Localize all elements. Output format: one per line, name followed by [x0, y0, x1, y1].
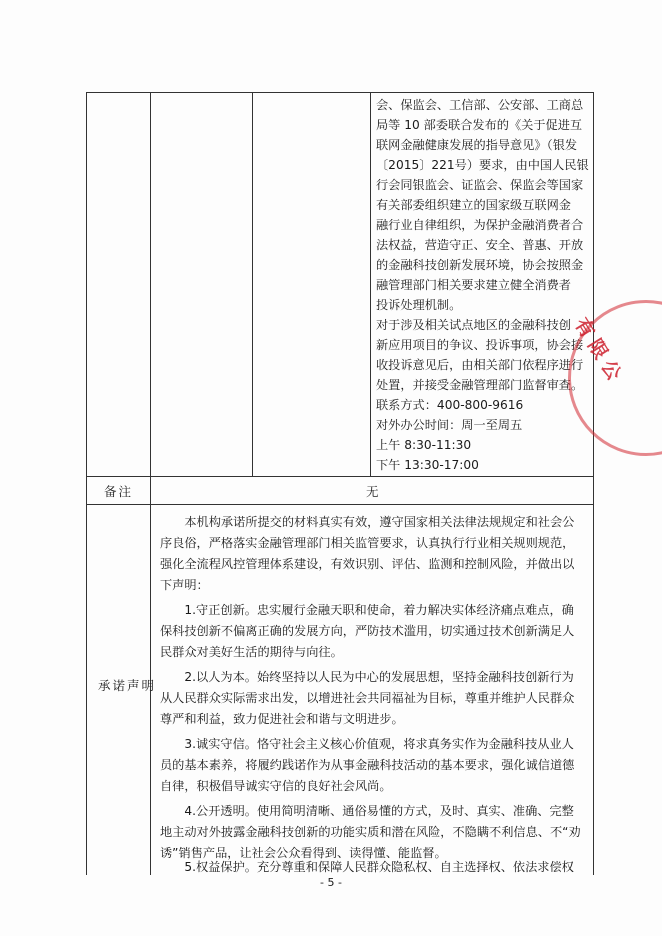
contact-line: 处置，并接受金融管理部门监督审查。 — [376, 378, 584, 392]
remarks-value: 无 — [366, 484, 381, 499]
contact-line: 投诉处理机制。 — [376, 298, 462, 312]
contact-line: 新应用项目的争议、投诉事项，协会接 — [376, 338, 584, 352]
table-row-divider-2 — [86, 504, 594, 505]
contact-line: 有关部委组织建立的国家级互联网金 — [376, 198, 571, 212]
contact-phone: 联系方式：400-800-9616 — [376, 398, 524, 412]
commitment-line: 诱”销售产品，让社会公众看得到、读得懂、能监督。 — [160, 846, 447, 860]
commitment-line: 序良俗，严格落实金融管理部门相关监管要求，认真执行行业相关规则规范， — [160, 536, 575, 550]
contact-line: 的金融科技创新发展环境，协会按照金 — [376, 258, 584, 272]
table-divider-2 — [252, 92, 253, 476]
commitment-label: 承诺声明 — [98, 678, 157, 693]
commitment-line: 员的基本素养，将履约践诺作为从事金融科技活动的基本要求，强化诚信道德 — [160, 758, 575, 772]
commitment-line: 自律，积极倡导诚实守信的良好社会风尚。 — [160, 779, 392, 793]
commitment-line: 2.以人为本。始终坚持以人民为中心的发展思想，坚持金融科技创新行为 — [160, 670, 574, 684]
table-border-left — [86, 92, 87, 875]
office-hours-afternoon: 下午 13:30-17:00 — [376, 458, 479, 472]
commitment-line: 1.守正创新。忠实履行金融天职和使命，着力解决实体经济痛点难点，确 — [160, 603, 574, 617]
table-border-right — [593, 92, 594, 875]
table-divider-3 — [370, 92, 371, 476]
table-row-divider-1 — [86, 476, 594, 477]
page-number: - 5 - — [320, 876, 342, 889]
contact-line: 对于涉及相关试点地区的金融科技创 — [376, 318, 571, 332]
table-divider-1 — [150, 92, 151, 476]
commitment-line: 地主动对外披露金融科技创新的功能实质和潜在风险，不隐瞒不利信息、不“劝 — [160, 825, 581, 839]
commitment-line: 5.权益保护。充分尊重和保障人民群众隐私权、自主选择权、依法求偿权 — [160, 860, 574, 874]
office-hours-label: 对外办公时间：周一至周五 — [376, 418, 523, 432]
commitment-line: 强化全流程风控管理体系建设，有效识别、评估、监测和控制风险，并做出以 — [160, 557, 575, 571]
contact-line: 局等 10 部委联合发布的《关于促进互 — [376, 118, 583, 132]
contact-line: 融管理部门相关要求建立健全消费者 — [376, 278, 571, 292]
contact-line: 法权益，营造守正、安全、普惠、开放 — [376, 238, 584, 252]
contact-line: 会、保监会、工信部、公安部、工商总 — [376, 98, 584, 112]
contact-line: 融行业自律组织，为保护金融消费者合 — [376, 218, 584, 232]
commitment-line: 4.公开透明。使用简明清晰、通俗易懂的方式，及时、真实、准确、完整 — [160, 804, 574, 818]
commitment-line: 3.诚实守信。恪守社会主义核心价值观，将求真务实作为金融科技从业人 — [160, 737, 574, 751]
contact-line: 收投诉意见后，由相关部门依程序进行 — [376, 358, 584, 372]
commitment-line: 民群众对美好生活的期待与向往。 — [160, 645, 343, 659]
commitment-line: 从人民群众实际需求出发，以增进社会共同福祉为目标，尊重并维护人民群众 — [160, 691, 575, 705]
table-border-top — [86, 92, 594, 93]
contact-line: 行会同银监会、证监会、保监会等国家 — [376, 178, 584, 192]
contact-line: 〔2015〕221号）要求，由中国人民银 — [376, 158, 589, 172]
company-seal-text: 有限公 — [569, 314, 629, 390]
commitment-line: 下声明： — [160, 578, 209, 592]
commitment-line: 保科技创新不偏离正确的发展方向，严防技术滥用，切实通过技术创新满足人 — [160, 624, 575, 638]
commitment-line: 本机构承诺所提交的材料真实有效，遵守国家相关法律法规规定和社会公 — [160, 515, 575, 529]
office-hours-morning: 上午 8:30-11:30 — [376, 438, 472, 452]
commitment-line: 尊严和利益，致力促进社会和谐与文明进步。 — [160, 712, 404, 726]
remarks-label: 备注 — [104, 484, 134, 499]
contact-line: 联网金融健康发展的指导意见》（银发 — [376, 138, 578, 152]
